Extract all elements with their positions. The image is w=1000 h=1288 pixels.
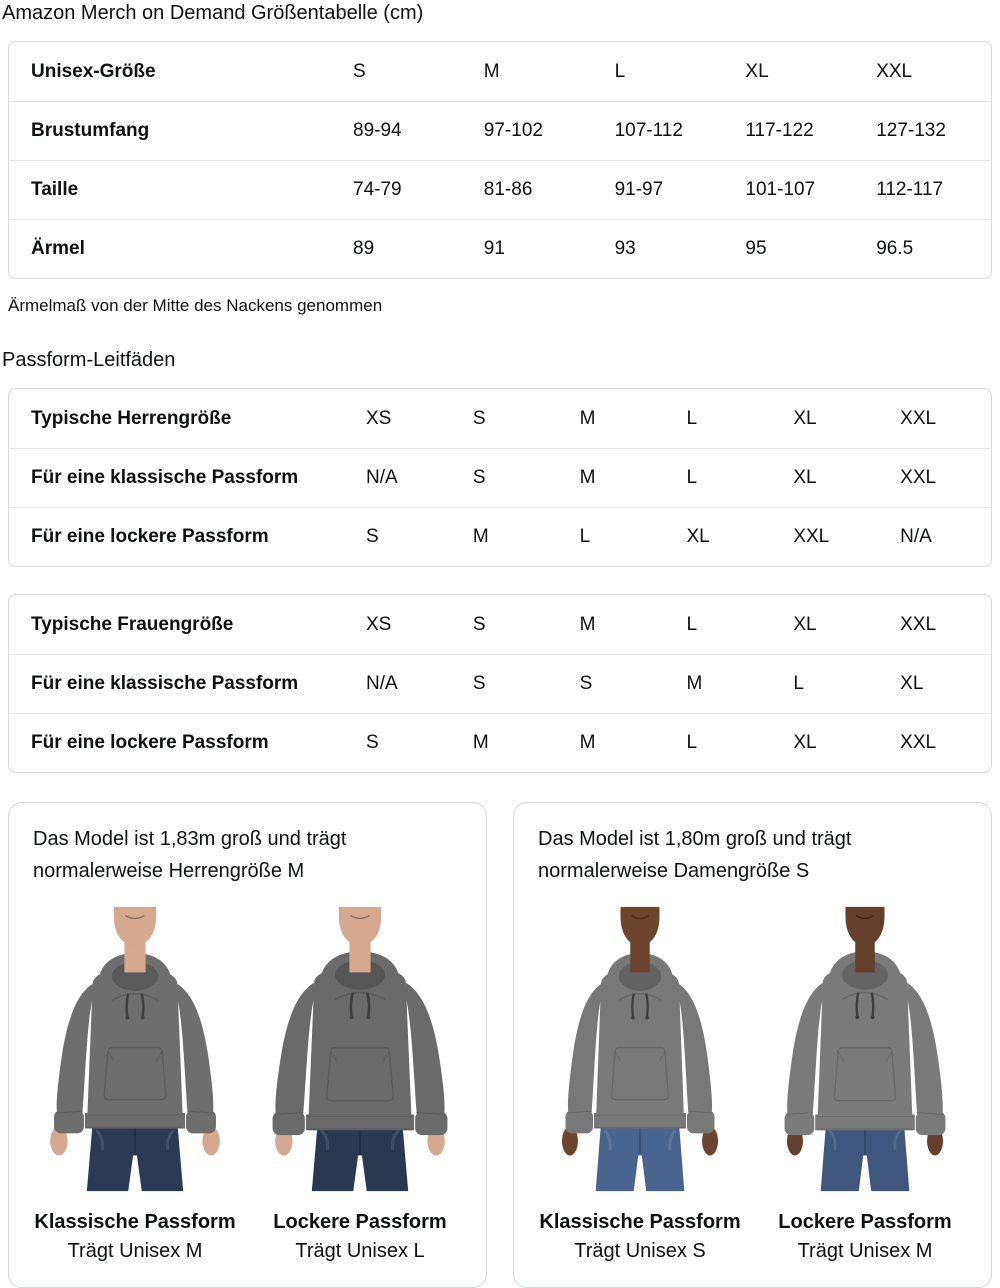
model-photo: [759, 903, 971, 1195]
table-row: [9, 42, 991, 101]
table-row: [9, 448, 991, 507]
size-label: Trägt Unisex M: [797, 1240, 933, 1262]
mens-fit-table: [8, 388, 992, 567]
cell-value: XXL: [900, 732, 937, 753]
row-label: Brustumfang: [31, 120, 150, 141]
figure-caption: [759, 1209, 971, 1267]
model-figure: [254, 903, 466, 1267]
cell-value: M: [579, 407, 596, 429]
fit-label: Lockere Passform: [273, 1211, 447, 1233]
size-label: Trägt Unisex M: [67, 1240, 203, 1262]
sleeve-note: Ärmelmaß von der Mitte des Nackens genommen: [8, 296, 383, 315]
size-label: Trägt Unisex L: [295, 1240, 425, 1262]
cell-value: XXL: [900, 613, 937, 635]
card-description: Das Model ist 1,83m groß und trägt normalerweise Herrengröße M: [33, 828, 347, 882]
fit-label: Klassische Passform: [539, 1211, 741, 1233]
cell-value: L: [793, 673, 804, 694]
cell-value: M: [483, 60, 500, 82]
fit-label: Lockere Passform: [778, 1211, 952, 1233]
cell-value: 117-122: [745, 120, 814, 141]
cell-value: 112-117: [876, 179, 944, 200]
fit-label: Klassische Passform: [34, 1211, 236, 1233]
cell-value: XS: [366, 613, 392, 635]
cell-value: S: [579, 673, 593, 694]
table-row: [9, 389, 991, 448]
model-figure: [759, 903, 971, 1267]
cell-value: XL: [793, 732, 817, 753]
cell-value: XL: [745, 60, 769, 82]
hoodie-shape: [273, 951, 448, 1135]
cell-value: M: [579, 467, 596, 488]
table-row: [9, 101, 991, 160]
cell-value: 91-97: [614, 179, 664, 200]
cell-value: S: [353, 60, 366, 82]
cell-value: N/A: [366, 467, 398, 488]
cell-value: S: [472, 407, 486, 429]
cell-value: L: [686, 407, 698, 429]
table-row: [9, 595, 991, 654]
table-row: [9, 654, 991, 713]
card-description: Das Model ist 1,80m groß und trägt normalerweise Damengröße S: [538, 828, 852, 882]
cell-value: XL: [793, 407, 817, 429]
cell-value: 93: [614, 238, 636, 259]
cell-value: S: [472, 613, 486, 635]
jeans-shape: [87, 1124, 183, 1191]
row-label: Für eine lockere Passform: [31, 526, 269, 547]
figure-caption: [29, 1209, 241, 1267]
cell-value: N/A: [366, 673, 398, 694]
cell-value: S: [472, 673, 486, 694]
cell-value: 127-132: [876, 120, 946, 141]
row-label: Typische Frauengröße: [31, 613, 234, 635]
cell-value: XXL: [876, 60, 913, 82]
cell-value: L: [579, 526, 591, 547]
table-row: [9, 713, 991, 772]
model-photo: [534, 903, 746, 1195]
cell-value: XL: [793, 613, 817, 635]
figure-caption: [254, 1209, 466, 1267]
table-row: [9, 219, 991, 278]
cell-value: L: [686, 613, 698, 635]
cell-value: 95: [745, 238, 767, 259]
model-figure: [534, 903, 746, 1267]
jeans-shape: [821, 1124, 910, 1191]
jeans-shape: [312, 1124, 408, 1191]
model-cards: [8, 802, 992, 1288]
figures-row: [29, 903, 466, 1267]
row-label: Ärmel: [31, 238, 85, 259]
section-heading: Passform-Leitfäden: [2, 349, 176, 371]
cell-value: N/A: [900, 526, 932, 547]
model-photo: [254, 903, 466, 1195]
row-label: Für eine klassische Passform: [31, 673, 299, 694]
cell-value: XXL: [793, 526, 830, 547]
cell-value: XL: [900, 673, 924, 694]
jeans-shape: [596, 1124, 685, 1191]
size-label: Trägt Unisex S: [574, 1240, 706, 1262]
hoodie-shape: [785, 951, 946, 1135]
cell-value: 101-107: [745, 179, 816, 200]
model-illustration: [29, 903, 241, 1195]
row-label: Für eine lockere Passform: [31, 732, 269, 753]
cell-value: 89: [353, 238, 375, 259]
cell-value: S: [366, 732, 379, 753]
cell-value: 97-102: [483, 120, 543, 141]
model-figure: [29, 903, 241, 1267]
hoodie-shape: [566, 953, 715, 1133]
size-table: [8, 41, 992, 279]
figure-caption: [534, 1209, 746, 1267]
model-illustration: [534, 903, 746, 1195]
page-title: Amazon Merch on Demand Größentabelle (cm): [2, 2, 424, 24]
row-label: Unisex-Größe: [31, 60, 156, 82]
cell-value: 74-79: [353, 179, 402, 200]
hoodie-shape: [54, 953, 216, 1133]
model-photo: [29, 903, 241, 1195]
row-label: Taille: [31, 179, 79, 200]
row-label: Typische Herrengröße: [31, 407, 232, 429]
cell-value: M: [686, 673, 703, 694]
womens-model-card: [513, 802, 992, 1288]
cell-value: L: [686, 467, 698, 488]
cell-value: S: [366, 526, 379, 547]
cell-value: XL: [793, 467, 817, 488]
table-row: [9, 507, 991, 566]
figures-row: [534, 903, 971, 1267]
cell-value: L: [614, 60, 626, 82]
table-row: [9, 160, 991, 219]
cell-value: XXL: [900, 407, 937, 429]
cell-value: S: [472, 467, 486, 488]
model-illustration: [254, 903, 466, 1195]
cell-value: M: [579, 732, 596, 753]
cell-value: XL: [686, 526, 710, 547]
womens-fit-table: [8, 594, 992, 773]
mens-model-card: [8, 802, 487, 1288]
cell-value: M: [579, 613, 596, 635]
cell-value: 91: [483, 238, 505, 259]
cell-value: L: [686, 732, 698, 753]
cell-value: 81-86: [483, 179, 533, 200]
row-label: Für eine klassische Passform: [31, 467, 299, 488]
cell-value: XXL: [900, 467, 937, 488]
cell-value: XS: [366, 407, 392, 429]
cell-value: M: [472, 526, 489, 547]
cell-value: M: [472, 732, 489, 753]
cell-value: 107-112: [614, 120, 683, 141]
model-illustration: [759, 903, 971, 1195]
cell-value: 89-94: [353, 120, 402, 141]
cell-value: 96.5: [876, 238, 914, 259]
